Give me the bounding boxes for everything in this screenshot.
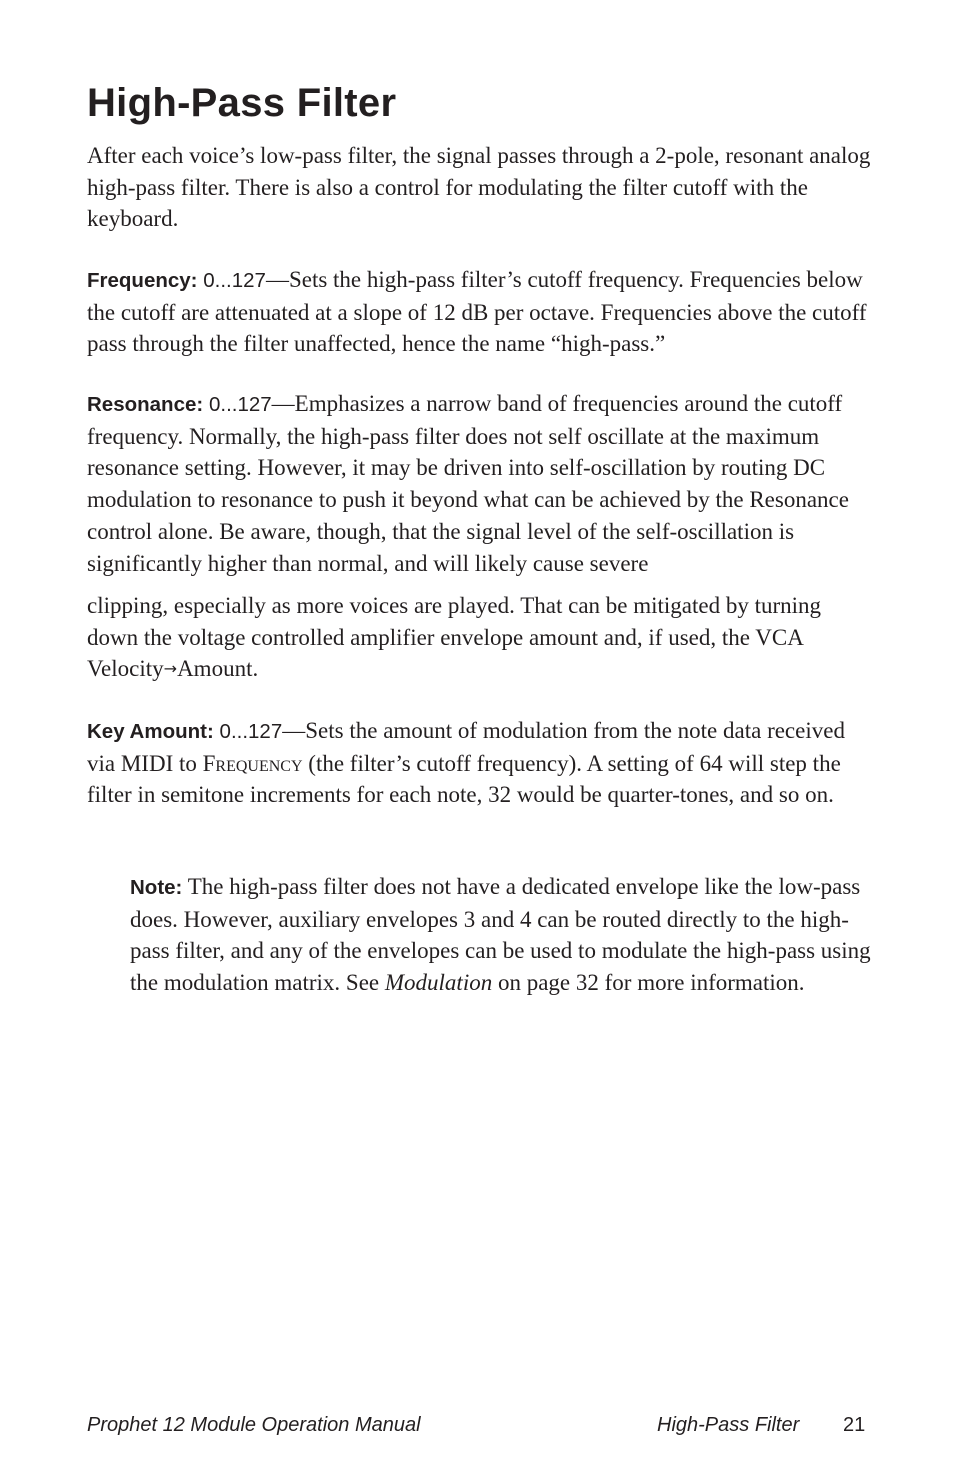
- intro-paragraph: After each voice’s low-pass filter, the signal passes through a 2-pole, resonant analog high-pass filter. There is also a control for modulating the filter cutoff with the keyboard.: [87, 143, 871, 232]
- resonance-continuation: [87, 590, 877, 685]
- frequency-range: 0...127: [203, 269, 266, 292]
- note-block: [130, 871, 875, 999]
- resonance-continuation-end: Amount.: [177, 656, 259, 682]
- right-arrow-icon: →: [163, 659, 178, 679]
- key-amount-text-after: (the filter’s cutoff frequency). A setting of 64 will step the filter in semitone increments for each note, 32 would be quarter-tones, and so on.: [87, 750, 841, 808]
- resonance-range: 0...127: [208, 393, 272, 416]
- resonance-label: Resonance:: [87, 393, 204, 416]
- frequency-description: —Sets the high-pass filter’s cutoff frequency. Frequencies below the cutoff are attenuated at a slope of 12 dB per octave. Frequencies above the cutoff pass through the filter unaffected, hence the name “high-pass.”: [87, 267, 867, 357]
- footer-section-name: High-Pass Filter: [657, 1414, 800, 1436]
- footer-manual-title: Prophet 12 Module Operation Manual: [87, 1414, 421, 1436]
- resonance-paragraph: [87, 388, 877, 579]
- note-label: Note:: [130, 876, 183, 899]
- note-text-before: The high-pass filter does not have a dedicated envelope like the low-pass does. However, auxiliary envelopes 3 and 4 can be routed directly to the high-pass filter, and any of the envelopes can be used to modulate the high-pass using the modulation matrix. See: [130, 874, 871, 996]
- key-amount-paragraph: [87, 715, 877, 811]
- resonance-continuation-text: clipping, especially as more voices are played. That can be mitigated by turning down the voltage controlled amplifier envelope amount and, if used, the VCA Velocity: [87, 593, 822, 682]
- modulation-reference: Modulation: [384, 970, 493, 996]
- key-amount-label: Key Amount:: [87, 720, 214, 743]
- frequency-label: Frequency:: [87, 269, 198, 292]
- note-text-after: on page 32 for more information.: [492, 970, 805, 996]
- key-amount-range: 0...127: [219, 720, 283, 743]
- resonance-description: —Emphasizes a narrow band of frequencies around the cutoff frequency. Normally, the high-pass filter does not self oscillate at the maximum resonance setting. However, it may be driven into self-oscillation by routing DC modulation to resonance to push it beyond what can be achieved by the Resonance control alone. Be aware, though, that the signal level of the self-oscillation is significantly higher than normal, and will likely cause severe: [87, 391, 849, 576]
- key-amount-text-before: —Sets the amount of modulation from the note data received via MIDI to: [87, 718, 845, 776]
- page-title: High-Pass Filter: [87, 81, 397, 125]
- footer-page-number: 21: [843, 1414, 866, 1436]
- frequency-term: Frequency: [202, 750, 303, 776]
- frequency-paragraph: [87, 264, 877, 360]
